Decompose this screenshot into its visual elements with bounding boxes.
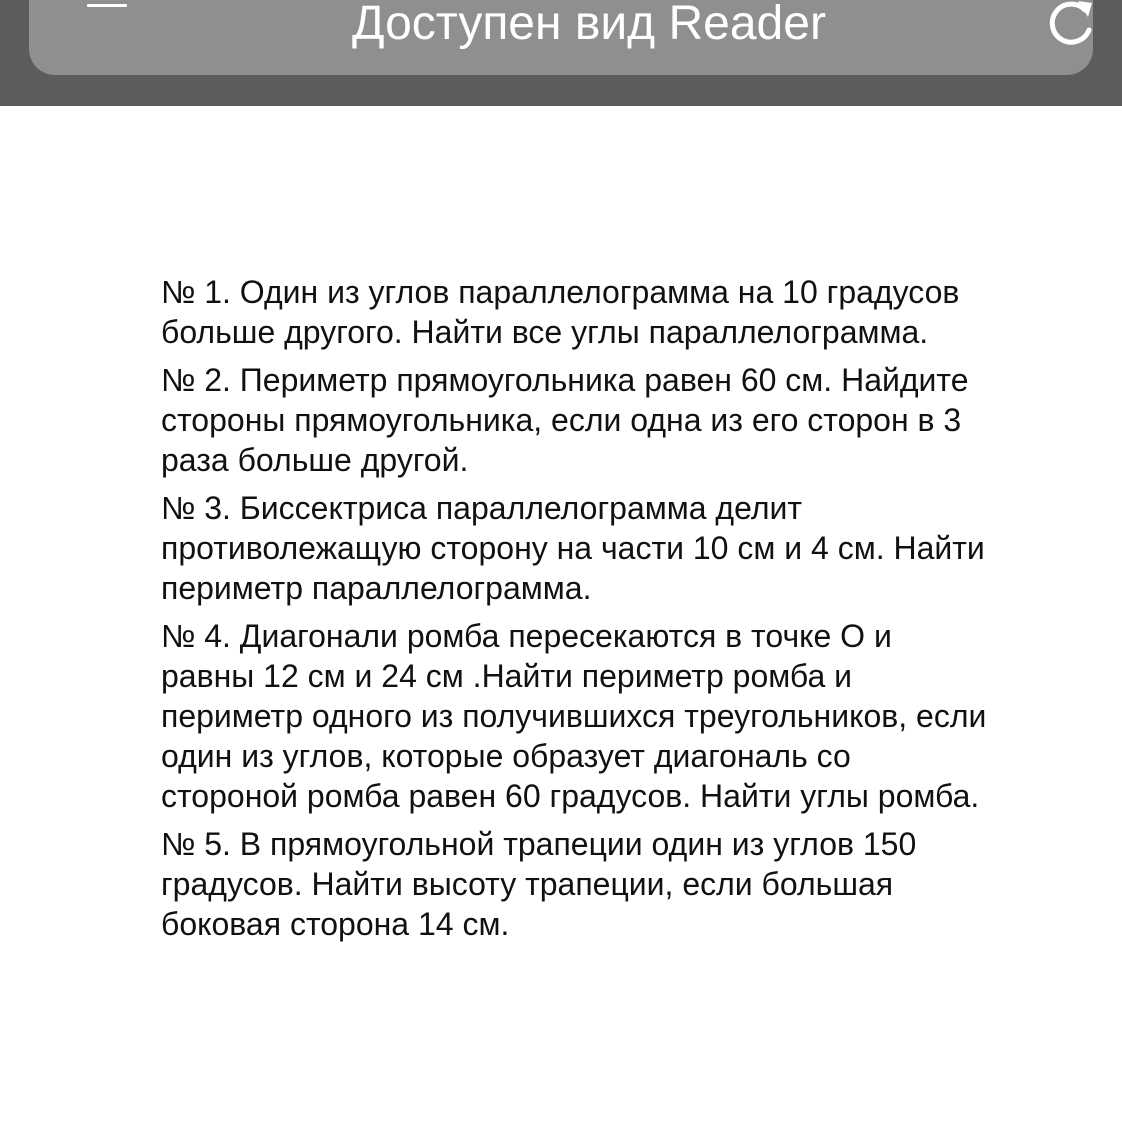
reader-view-banner[interactable]: Доступен вид Reader [352, 0, 826, 50]
reload-button[interactable] [1045, 0, 1099, 52]
task-1 [161, 272, 1061, 352]
task-line: раза больше другой. [161, 442, 469, 478]
task-line: № 1. Один из углов параллелограмма на 10 градусов [161, 274, 960, 310]
task-line: стороной ромба равен 60 градусов. Найти углы ромба. [161, 778, 980, 814]
hamburger-menu-icon[interactable] [87, 0, 149, 14]
task-5 [161, 824, 1061, 944]
task-line: № 2. Периметр прямоугольника равен 60 см. Найдите [161, 362, 969, 398]
task-2 [161, 360, 1061, 480]
task-line: № 3. Биссектриса параллелограмма делит [161, 490, 803, 526]
reload-icon [1045, 0, 1099, 52]
task-line: № 4. Диагонали ромба пересекаются в точке О и [161, 618, 892, 654]
article-content [161, 272, 1061, 952]
task-line: боковая сторона 14 см. [161, 906, 510, 942]
task-line: противолежащую сторону на части 10 см и 4 см. Найти [161, 530, 985, 566]
task-3 [161, 488, 1061, 608]
browser-toolbar [0, 0, 1122, 106]
task-line: равны 12 см и 24 см .Найти периметр ромба и [161, 658, 853, 694]
address-bar[interactable] [29, 0, 1093, 75]
task-line: периметр одного из получившихся треугольников, если [161, 698, 987, 734]
task-line: стороны прямоугольника, если одна из его сторон в 3 [161, 402, 962, 438]
task-line: один из углов, которые образует диагональ со [161, 738, 851, 774]
task-line: больше другого. Найти все углы параллелограмма. [161, 314, 929, 350]
task-line: градусов. Найти высоту трапеции, если большая [161, 866, 894, 902]
task-4 [161, 616, 1061, 816]
task-line: периметр параллелограмма. [161, 570, 592, 606]
task-line: № 5. В прямоугольной трапеции один из углов 150 [161, 826, 917, 862]
